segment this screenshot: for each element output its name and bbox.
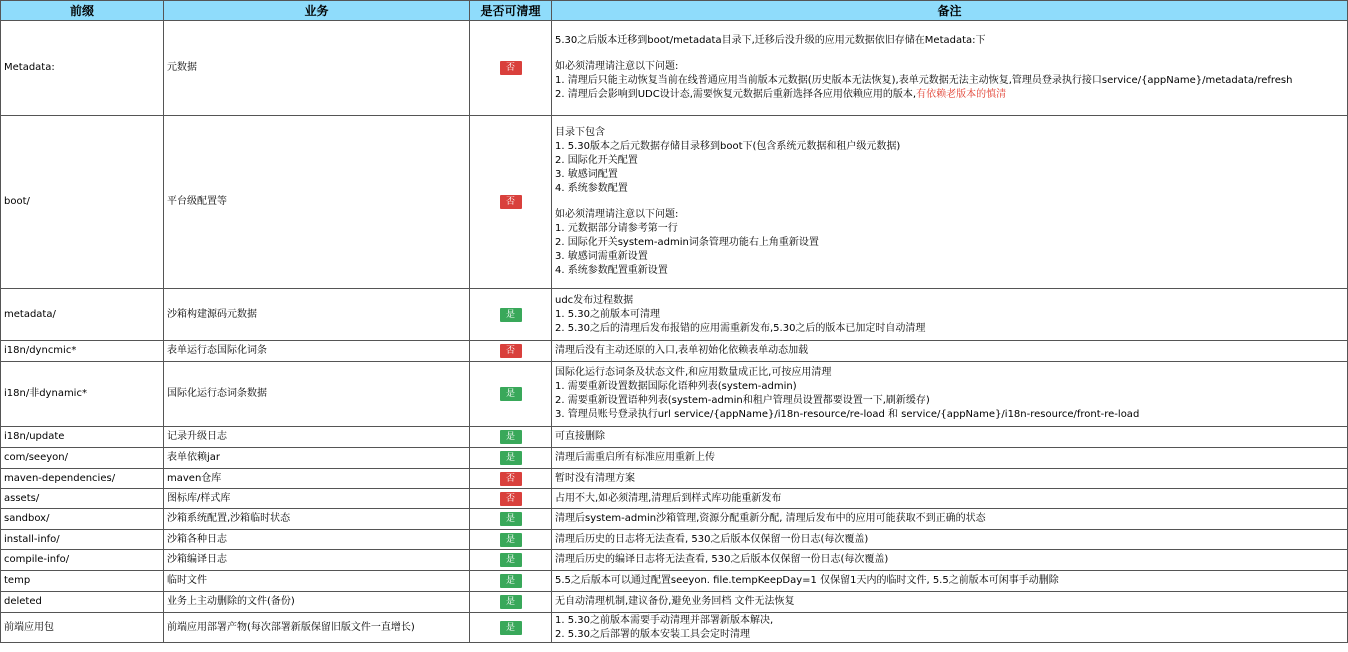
note-line: [555, 196, 1344, 208]
cell-business: 国际化运行态词条数据: [164, 362, 470, 427]
note-line: [555, 344, 1344, 358]
table-row: [1, 448, 1348, 469]
note-line: [555, 574, 1344, 588]
note-line: [555, 322, 1344, 336]
cell-prefix: Metadata:: [1, 21, 164, 116]
column-header-notes: 备注: [552, 1, 1348, 21]
note-text: 2. 清理后会影响到UDC设计态,需要恢复元数据后重新选择各应用依赖应用的版本,: [555, 89, 917, 100]
status-badge-yes: 是: [500, 451, 522, 465]
note-warning-text: 有依赖老版本的慎清: [916, 89, 1007, 100]
note-line: [555, 60, 1344, 74]
cell-cleanable: [470, 592, 552, 613]
note-text: 2. 5.30之后部署的版本安装工具会定时清理: [555, 628, 750, 640]
status-badge-no: 否: [500, 61, 522, 75]
table-row: [1, 469, 1348, 489]
cell-notes: [552, 613, 1348, 643]
cell-notes: [552, 289, 1348, 341]
note-line: [555, 366, 1344, 380]
table-row: [1, 21, 1348, 116]
cell-prefix: deleted: [1, 592, 164, 613]
cell-prefix: com/seeyon/: [1, 448, 164, 469]
cell-business: 业务上主动删除的文件(备份): [164, 592, 470, 613]
note-line: [555, 614, 1344, 628]
cell-cleanable: [470, 362, 552, 427]
note-line: [555, 430, 1344, 444]
table-row: [1, 289, 1348, 341]
note-line: [555, 595, 1344, 609]
cell-notes: [552, 469, 1348, 489]
table-row: [1, 116, 1348, 289]
note-text: 无自动清理机制,建议备份,避免业务回档 文件无法恢复: [555, 596, 795, 607]
note-text: 2. 国际化开关system-admin词条管理功能右上角重新设置: [555, 237, 819, 248]
cell-notes: [552, 489, 1348, 509]
cell-prefix: maven-dependencies/: [1, 469, 164, 489]
status-badge-yes: 是: [500, 387, 522, 401]
note-text: 4. 系统参数配置: [555, 183, 628, 194]
note-text: 5.30之后版本迁移到boot/metadata目录下,迁移后没升级的应用元数据依旧存储在Metadata:下: [555, 35, 986, 46]
table-row: [1, 613, 1348, 643]
note-line: [555, 250, 1344, 264]
note-line: [555, 451, 1344, 465]
cell-prefix: metadata/: [1, 289, 164, 341]
cell-cleanable: [470, 448, 552, 469]
cell-business: 平台级配置等: [164, 116, 470, 289]
cell-business: 表单依赖jar: [164, 448, 470, 469]
note-text: 2. 5.30之后的清理后发布报错的应用需重新发布,5.30之后的版本已加定时自动清理: [555, 322, 926, 334]
note-text: 1. 清理后只能主动恢复当前在线普通应用当前版本元数据(历史版本无法恢复),表单元数据无法主动恢复,管理员登录执行接口service/{appName}/metadata/refresh: [555, 75, 1293, 86]
status-badge-no: 否: [500, 472, 522, 486]
cell-notes: [552, 448, 1348, 469]
note-text: 1. 5.30版本之后元数据存储目录移到boot下(包含系统元数据和租户级元数据): [555, 141, 901, 152]
cell-business: 表单运行态国际化词条: [164, 341, 470, 362]
note-line: [555, 264, 1344, 278]
status-badge-yes: 是: [500, 512, 522, 526]
note-line: [555, 154, 1344, 168]
status-badge-yes: 是: [500, 553, 522, 567]
cell-notes: [552, 21, 1348, 116]
note-line: [555, 533, 1344, 547]
cell-prefix: temp: [1, 571, 164, 592]
note-text: 清理后历史的日志将无法查看, 530之后版本仅保留一份日志(每次覆盖): [555, 533, 869, 545]
cell-cleanable: [470, 489, 552, 509]
note-line: [555, 380, 1344, 394]
cell-cleanable: [470, 427, 552, 448]
note-line: [555, 512, 1344, 526]
note-line: [555, 236, 1344, 250]
note-text: 1. 元数据部分请参考第一行: [555, 223, 678, 234]
note-text: 清理后需重启所有标准应用重新上传: [555, 452, 715, 463]
cell-cleanable: [470, 530, 552, 550]
table-header-row: [1, 1, 1348, 21]
note-text: 3. 敏感词需重新设置: [555, 251, 648, 262]
cell-cleanable: [470, 289, 552, 341]
note-text: 清理后system-admin沙箱管理,资源分配重新分配, 清理后发布中的应用可能获取不到正确的状态: [555, 513, 986, 524]
note-text: 暂时没有清理方案: [555, 472, 635, 484]
note-text: 占用不大,如必须清理,清理后到样式库功能重新发布: [555, 492, 782, 504]
status-badge-yes: 是: [500, 533, 522, 547]
table-row: [1, 341, 1348, 362]
cell-business: 临时文件: [164, 571, 470, 592]
cell-business: 沙箱系统配置,沙箱临时状态: [164, 509, 470, 530]
cell-prefix: install-info/: [1, 530, 164, 550]
cell-cleanable: [470, 21, 552, 116]
note-text: 3. 敏感词配置: [555, 169, 618, 180]
table-body: [1, 21, 1348, 643]
cell-cleanable: [470, 341, 552, 362]
table-row: [1, 530, 1348, 550]
cell-prefix: i18n/dyncmic*: [1, 341, 164, 362]
note-text: 目录下包含: [555, 127, 605, 138]
note-text: 1. 5.30之前版本可清理: [555, 308, 660, 320]
cell-business: 图标库/样式库: [164, 489, 470, 509]
note-text: 如必须清理请注意以下问题:: [555, 61, 679, 72]
note-line: [555, 126, 1344, 140]
status-badge-no: 否: [500, 344, 522, 358]
table-row: [1, 571, 1348, 592]
cell-prefix: i18n/非dynamic*: [1, 362, 164, 427]
table-row: [1, 550, 1348, 571]
cell-cleanable: [470, 116, 552, 289]
cell-notes: [552, 530, 1348, 550]
table-row: [1, 489, 1348, 509]
cell-business: 记录升级日志: [164, 427, 470, 448]
note-line: [555, 222, 1344, 236]
cell-notes: [552, 571, 1348, 592]
note-line: [555, 208, 1344, 222]
note-text: udc发布过程数据: [555, 294, 634, 306]
status-badge-no: 否: [500, 492, 522, 506]
cell-business: 前端应用部署产物(每次部署新版保留旧版文件一直增长): [164, 613, 470, 643]
table-row: [1, 592, 1348, 613]
note-line: [555, 492, 1344, 506]
status-badge-yes: 是: [500, 595, 522, 609]
note-line: [555, 168, 1344, 182]
cell-notes: [552, 116, 1348, 289]
cell-cleanable: [470, 550, 552, 571]
cell-cleanable: [470, 571, 552, 592]
cell-prefix: sandbox/: [1, 509, 164, 530]
column-header-business: 业务: [164, 1, 470, 21]
note-line: [555, 182, 1344, 196]
note-line: [555, 308, 1344, 322]
cell-business: 沙箱构建源码元数据: [164, 289, 470, 341]
cell-cleanable: [470, 613, 552, 643]
note-line: [555, 88, 1344, 102]
cell-prefix: 前端应用包: [1, 613, 164, 643]
note-text: 3. 管理员账号登录执行url service/{appName}/i18n-resource/re-load 和 service/{appName}/i18n-resource/front-re-load: [555, 409, 1140, 420]
cell-notes: [552, 509, 1348, 530]
cell-notes: [552, 427, 1348, 448]
note-text: 1. 5.30之前版本需要手动清理并部署新版本解决,: [555, 614, 774, 626]
note-text: 国际化运行态词条及状态文件,和应用数量成正比,可按应用清理: [555, 367, 832, 378]
note-text: 5.5之后版本可以通过配置seeyon. file.tempKeepDay=1 仅保留1天内的临时文件, 5.5之前版本可闲事手动删除: [555, 575, 1059, 586]
cell-cleanable: [470, 469, 552, 489]
cell-business: maven仓库: [164, 469, 470, 489]
cell-prefix: i18n/update: [1, 427, 164, 448]
status-badge-yes: 是: [500, 430, 522, 444]
cell-business: 沙箱各种日志: [164, 530, 470, 550]
cell-notes: [552, 550, 1348, 571]
cell-notes: [552, 592, 1348, 613]
cell-prefix: compile-info/: [1, 550, 164, 571]
note-line: [555, 472, 1344, 486]
column-header-prefix: 前缀: [1, 1, 164, 21]
status-badge-yes: 是: [500, 308, 522, 322]
cell-prefix: assets/: [1, 489, 164, 509]
cell-cleanable: [470, 509, 552, 530]
note-text: 清理后历史的编译日志将无法查看, 530之后版本仅保留一份日志(每次覆盖): [555, 554, 889, 565]
column-header-cleanable: 是否可清理: [470, 1, 552, 21]
note-text: 如必须清理请注意以下问题:: [555, 209, 679, 220]
note-text: 2. 需要重新设置语种列表(system-admin和租户管理员设置都要设置一下,刷新缓存): [555, 395, 930, 406]
note-text: 清理后没有主动还原的入口,表单初始化依赖表单动态加载: [555, 345, 809, 356]
note-line: [555, 408, 1344, 422]
cell-business: 元数据: [164, 21, 470, 116]
note-line: [555, 48, 1344, 60]
cell-notes: [552, 362, 1348, 427]
note-text: 2. 国际化开关配置: [555, 155, 638, 166]
cell-prefix: boot/: [1, 116, 164, 289]
note-line: [555, 74, 1344, 88]
status-badge-no: 否: [500, 195, 522, 209]
status-badge-yes: 是: [500, 574, 522, 588]
note-line: [555, 294, 1344, 308]
cell-business: 沙箱编译日志: [164, 550, 470, 571]
note-text: 4. 系统参数配置重新设置: [555, 265, 668, 276]
note-line: [555, 394, 1344, 408]
note-line: [555, 628, 1344, 642]
note-text: 可直接删除: [555, 431, 605, 442]
table-row: [1, 362, 1348, 427]
cell-notes: [552, 341, 1348, 362]
note-line: [555, 553, 1344, 567]
note-text: 1. 需要重新设置数据国际化语种列表(system-admin): [555, 381, 797, 392]
note-line: [555, 34, 1344, 48]
status-badge-yes: 是: [500, 621, 522, 635]
table-row: [1, 427, 1348, 448]
table-row: [1, 509, 1348, 530]
note-line: [555, 140, 1344, 154]
